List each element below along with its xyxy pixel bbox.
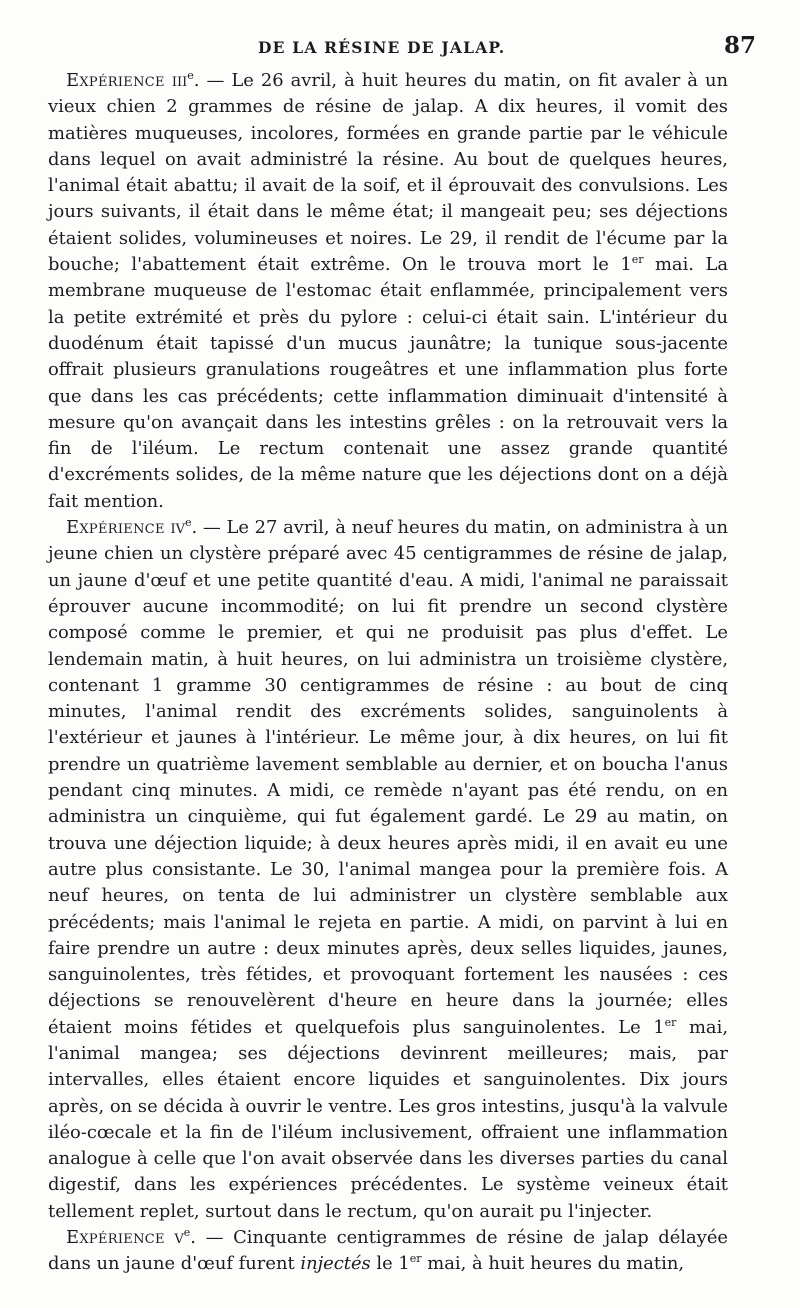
paragraph-text: Le 27 avril, à neuf heures du matin, on administra à un jeune chien un clystère préparé avec 45 centigrammes de résine de jalap, un jaune d'œuf et une petite quantité d'eau. A midi, l'animal ne paraissait éprouver aucune incommodité; on lui fit prendre un second clystère composé comme le premier, et qui ne produisit pas plus d'effet. Le lendemain matin, à huit heures, on lui administra un troisième clystère, contenant 1 gramme 30 centigrammes de résine : au bout de cinq minutes, l'animal rendit des excréments solides, sanguinolents à l'extérieur et jaunes à l'intérieur. Le même jour, à dix heures, on lui fit prendre un quatrième lavement semblable au dernier, et on boucha l'anus pendant cinq minutes. A midi, ce remède n'ayant pas été rendu, on en administra un cinquième, qui fut également gardé. Le 29 au matin, on trouva une déjection liquide; à deux heures après midi, il en avait eu une autre plus consistante. Le 30, l'animal mangea pour la première fois. A neuf heures, on tenta de lui administrer un clystère semblable aux précédents; mais l'animal le rejeta en partie. A midi, on parvint à lui en faire prendre un autre : deux minutes après, deux selles liquides, jaunes, sanguinolentes, très fétides, et provoquant fortement les nausées : ces déjections se renouvelèrent d'heure en heure dans la journée; elles étaient moins fétides et quelquefois plus sanguinolentes. Le 1 <box>48 517 729 1038</box>
page-header <box>48 30 756 64</box>
page-number: 87 <box>723 32 756 59</box>
experience-numeral: v <box>174 1227 184 1249</box>
emphasized-word: injectés <box>300 1253 371 1275</box>
paragraph-experience-4: Expérience $iv^e$. — Le 27 avril, à neuf heures du matin, on administra à un jeune chien un clystère préparé avec 45 centigrammes de résine de jalap, un jaune d'œuf et une petite quantité d'eau. A midi, l'animal ne paraissait éprouver aucune incommodité; on lui fit prendre un second clystère composé comme le premier, et qui ne produisit pas plus d'effet. Le lendemain matin, à huit heures, on lui administra un troisième clystère, contenant 1 gramme 30 centigrammes de résine : au bout de cinq minutes, l'animal rendit des excréments solides, sanguinolents à l'extérieur et jaunes à l'intérieur. Le même jour, à dix heures, on lui fit prendre un quatrième lavement semblable au dernier, et on boucha l'anus pendant cinq minutes. A midi, ce remède n'ayant pas été rendu, on en administra un cinquième, qui fut également gardé. Le 29 au matin, on trouva une déjection liquide; à deux heures après midi, il en avait eu une autre plus consistante. Le 30, l'animal mangea pour la première fois. A neuf heures, on tenta de lui administrer un clystère semblable aux précédents; mais l'animal le rejeta en partie. A midi, on parvint à lui en faire prendre un autre : deux minutes après, deux selles liquides, jaunes, sanguinolentes, très fétides, et provoquant fortement les nausées : ces déjections se renouvelèrent d'heure en heure dans la journée; elles étaient moins fétides et quelquefois plus sanguinolentes. Le 1er mai, l'animal mangea; ses déjections devinrent meilleures; mais, par intervalles, elles étaient encore liquides et sanguinolentes. Dix jours après, on se décida à ouvrir le ventre. Les gros intestins, jusqu'à la valvule iléo-cœcale et la fin de l'iléum inclusivement, offraient une inflammation analogue à celle que l'on avait observée dans les diverses parties du canal digestif, dans les expériences précédentes. Le système veineux était tellement replet, surtout dans le rectum, qu'on aurait pu l'injecter. <box>48 516 729 1222</box>
experience-label: Expérience <box>66 70 165 91</box>
experience-numeral: iv <box>170 517 186 539</box>
running-title: DE LA RÉSINE DE JALAP. <box>258 38 506 57</box>
experience-label: Expérience <box>66 1227 165 1249</box>
paragraph-text: mai, l'animal mangea; ses déjections devinrent meilleures; mais, par intervalles, elles étaient encore liquides et sanguinolentes. Dix jours après, on se décida à ouvrir le ventre. Les gros intestins, jusqu'à la valvule iléo-cœcale et la fin de l'iléum inclusivement, offraient une inflammation analogue à celle que l'on avait observée dans les diverses parties du canal digestif, dans les expériences précédentes. Le système veineux était tellement replet, surtout dans le rectum, qu'on aurait pu l'injecter. <box>48 1016 729 1222</box>
paragraph-text: Cinquante centigrammes de résine de jalap délayée dans un jaune d'œuf furent <box>48 1227 729 1275</box>
body-text <box>48 68 728 1278</box>
experience-label: Expérience <box>66 517 165 539</box>
experience-numeral: iii <box>171 70 188 91</box>
paragraph-text: mai. La membrane muqueuse de l'estomac était enflammée, principalement vers la petite extrémité et près du pylore : celui-ci était sain. L'intérieur du duodénum était tapissé d'un mucus jaunâtre; la tunique sous-jacente offrait plusieurs granulations rougeâtres et une inflammation plus forte que dans les cas précédents; cette inflammation diminuait d'intensité à mesure qu'on avançait dans les intestins grêles : on la retrouvait vers la fin de l'iléum. Le rectum contenait une assez grande quantité d'excréments solides, de la même nature que les déjections dont on a déjà fait mention. <box>48 254 728 512</box>
paragraph-text: Le 26 avril, à huit heures du matin, on fit avaler à un vieux chien 2 grammes de résine de jalap. A dix heures, il vomit des matières muqueuses, incolores, formées en grande partie par le véhicule dans lequel on avait administré la résine. Au bout de quelques heures, l'animal était abattu; il avait de la soif, et il éprouvait des convulsions. Les jours suivants, il était dans le même état; il mangeait peu; ses déjections étaient solides, volumineuses et noires. Le 29, il rendit de l'écume par la bouche; l'abattement était extrême. On le trouva mort le 1 <box>48 70 729 276</box>
paragraph-text: mai, à huit heures du matin, <box>421 1253 685 1275</box>
paragraph-experience-5: Expérience $v^e$. — Cinquante centigrammes de résine de jalap délayée dans un jaune d'œuf furent injectés le 1er mai, à huit heures du matin, <box>48 1226 729 1275</box>
paragraph-experience-3: Expérience iii$^e$. — Le 26 avril, à huit heures du matin, on fit avaler à un vieux chien 2 grammes de résine de jalap. A dix heures, il vomit des matières muqueuses, incolores, formées en grande partie par le véhicule dans lequel on avait administré la résine. Au bout de quelques heures, l'animal était abattu; il avait de la soif, et il éprouvait des convulsions. Les jours suivants, il était dans le même état; il mangeait peu; ses déjections étaient solides, volumineuses et noires. Le 29, il rendit de l'écume par la bouche; l'abattement était extrême. On le trouva mort le 1er mai. La membrane muqueuse de l'estomac était enflammée, principalement vers la petite extrémité et près du pylore : celui-ci était sain. L'intérieur du duodénum était tapissé d'un mucus jaunâtre; la tunique sous-jacente offrait plusieurs granulations rougeâtres et une inflammation plus forte que dans les cas précédents; cette inflammation diminuait d'intensité à mesure qu'on avançait dans les intestins grêles : on la retrouvait vers la fin de l'iléum. Le rectum contenait une assez grande quantité d'excréments solides, de la même nature que les déjections dont on a déjà fait mention. <box>48 69 729 512</box>
